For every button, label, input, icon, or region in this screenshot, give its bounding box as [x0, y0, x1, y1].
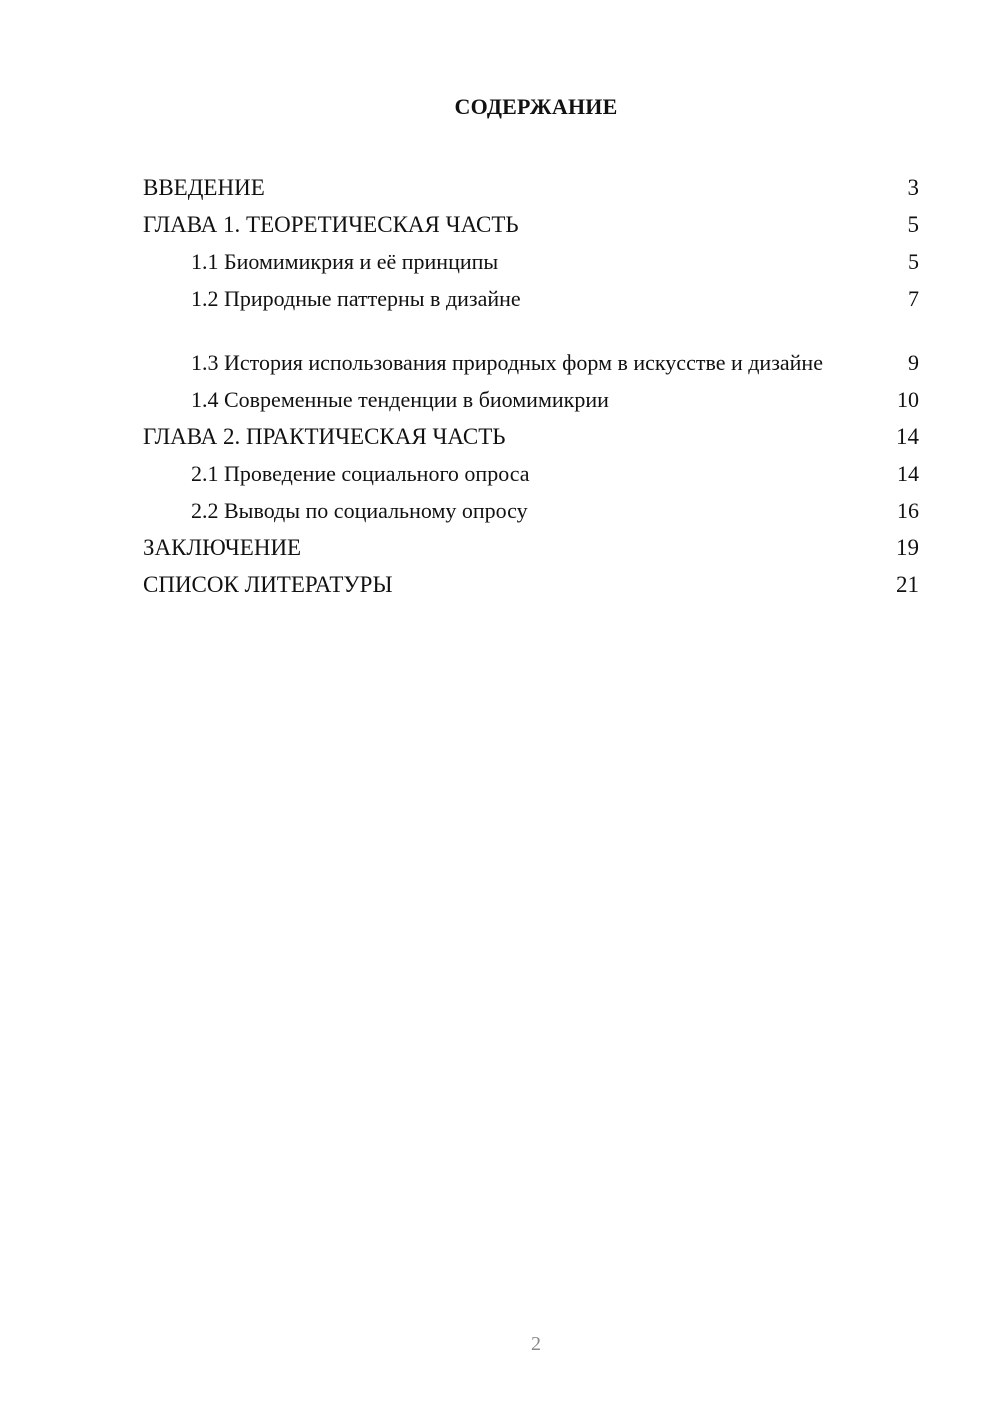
- toc-entry-label: ВВЕДЕНИЕ: [143, 175, 265, 200]
- toc-entry-page: 19: [896, 535, 919, 560]
- toc-entry-page: 14: [897, 461, 919, 486]
- toc-entry-label: ГЛАВА 1. ТЕОРЕТИЧЕСКАЯ ЧАСТЬ: [143, 212, 519, 237]
- toc-title: СОДЕРЖАНИЕ: [454, 94, 618, 119]
- toc-entry-section-1-1[interactable]: [143, 242, 919, 279]
- toc-entry-chapter-1[interactable]: [143, 205, 919, 242]
- toc-entry-label: 1.3 История использования природных форм в искусстве и дизайне: [191, 350, 823, 375]
- toc-entry-page: 10: [897, 387, 919, 412]
- toc-entry-section-1-3[interactable]: [143, 316, 919, 380]
- table-of-contents: [143, 168, 919, 602]
- toc-entry-page: 16: [897, 498, 919, 523]
- toc-entry-label: 1.2 Природные паттерны в дизайне: [191, 286, 521, 311]
- toc-entry-page: 21: [896, 572, 919, 597]
- toc-entry-page: 9: [908, 350, 919, 375]
- toc-entry-label: 2.1 Проведение социального опроса: [191, 461, 530, 486]
- toc-entry-page: 5: [908, 249, 919, 274]
- toc-entry-section-2-1[interactable]: [143, 454, 919, 491]
- toc-entry-section-1-2[interactable]: [143, 279, 919, 316]
- toc-entry-page: 5: [907, 212, 919, 237]
- toc-entry-chapter-2[interactable]: [143, 417, 919, 454]
- toc-entry-label: СПИСОК ЛИТЕРАТУРЫ: [143, 572, 393, 597]
- toc-entry-conclusion[interactable]: [143, 528, 919, 565]
- toc-entry-section-1-4[interactable]: [143, 380, 919, 417]
- toc-entry-references[interactable]: [143, 565, 919, 602]
- toc-entry-label: 2.2 Выводы по социальному опросу: [191, 498, 528, 523]
- toc-entry-introduction[interactable]: [143, 168, 919, 205]
- toc-entry-label: 1.1 Биомимикрия и её принципы: [191, 249, 499, 274]
- toc-entry-section-2-2[interactable]: [143, 491, 919, 528]
- toc-entry-page: 3: [907, 175, 919, 200]
- page-number: 2: [531, 1333, 541, 1355]
- toc-entry-label: 1.4 Современные тенденции в биомимикрии: [191, 387, 609, 412]
- toc-entry-page: 7: [908, 286, 919, 311]
- toc-entry-label: ГЛАВА 2. ПРАКТИЧЕСКАЯ ЧАСТЬ: [143, 424, 506, 449]
- toc-entry-label: ЗАКЛЮЧЕНИЕ: [143, 535, 302, 560]
- toc-entry-page: 14: [896, 424, 919, 449]
